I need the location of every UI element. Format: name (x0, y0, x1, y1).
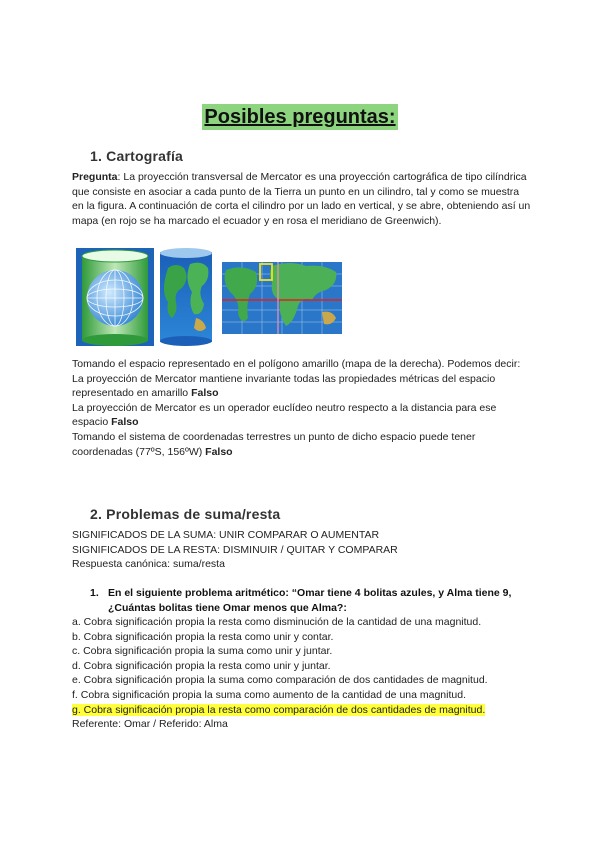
statements-lead: Tomando el espacio representado en el polígono amarillo (mapa de la derecha). Podemos decir: (72, 358, 521, 370)
statement-2 (72, 401, 532, 430)
mercator-illustration (76, 248, 342, 346)
mercator-map-figure (222, 262, 342, 334)
statement-text: La proyección de Mercator es un operador euclídeo neutro respecto a la distancia para ese espacio (72, 401, 497, 429)
referente-line: Referente: Omar / Referido: Alma (72, 718, 228, 731)
options-list (72, 615, 532, 732)
option-f: f. Cobra significación propia la suma como aumento de la cantidad de una magnitud. (72, 688, 466, 701)
statement-answer: Falso (111, 416, 139, 429)
statement-answer: Falso (205, 445, 233, 458)
section1-statements (72, 357, 532, 459)
resta-meanings: SIGNIFICADOS DE LA RESTA: DISMINUIR / QUITAR Y COMPARAR (72, 543, 398, 556)
section2-meanings (72, 528, 532, 572)
statement-text: Tomando el sistema de coordenadas terrestres un punto de dicho espacio puede tener coordenadas (77ºS, 156ºW) (72, 430, 476, 458)
section1-heading: 1. Cartografía (90, 148, 184, 164)
option-a: a. Cobra significación propia la resta como disminución de la cantidad de una magnitud. (72, 616, 482, 628)
canonical-answer: Respuesta canónica: suma/resta (72, 558, 225, 571)
mercator-figures (76, 248, 342, 346)
statement-3 (72, 430, 532, 459)
option-e: e. Cobra significación propia la suma como comparación de dos cantidades de magnitud. (72, 674, 488, 687)
option-c: c. Cobra significación propia la suma como unir y juntar. (72, 645, 333, 658)
intro-paragraph (72, 170, 532, 228)
option-g-highlighted: g. Cobra significación propia la resta como comparación de dos cantidades de magnitud. (72, 703, 486, 716)
intro-rest: : La proyección transversal de Mercator es una proyección cartográfica de tipo cilíndrica que consiste en asociar a cada punto de la Tierra un punto en un cilindro, tal y como se muestra en la figura. A continuación de corta el cilindro por un lado en vertical, y se abre, obteniendo así un mapa (en rojo se ha marcado el ecuador y en rosa el meridiano de Greenwich). (72, 171, 531, 227)
statement-answer: Falso (191, 387, 219, 400)
section2-heading: 2. Problemas de suma/resta (90, 506, 281, 522)
option-d: d. Cobra significación propia la resta como unir y juntar. (72, 659, 331, 672)
page-title: Posibles preguntas: (204, 106, 396, 128)
question-text: En el siguiente problema aritmético: “Omar tiene 4 bolitas azules, y Alma tiene 9, ¿Cuántas bolitas tiene Omar menos que Alma?: (108, 587, 512, 614)
question-1 (90, 586, 530, 615)
section1-intro (72, 170, 532, 228)
question-number: 1. (90, 587, 99, 599)
intro-bold: Pregunta (72, 171, 118, 183)
suma-meanings: SIGNIFICADOS DE LA SUMA: UNIR COMPARAR O AUMENTAR (72, 529, 380, 541)
statement-text: La proyección de Mercator mantiene invariante todas las propiedades métricas del espacio representado en amarillo (72, 372, 496, 400)
globe-in-cylinder-figure (76, 248, 154, 346)
option-g (72, 703, 532, 718)
option-b: b. Cobra significación propia la resta como unir y contar. (72, 630, 334, 643)
world-cylinder-figure (160, 248, 212, 346)
statement-1 (72, 372, 532, 401)
title-wrap (0, 104, 600, 130)
